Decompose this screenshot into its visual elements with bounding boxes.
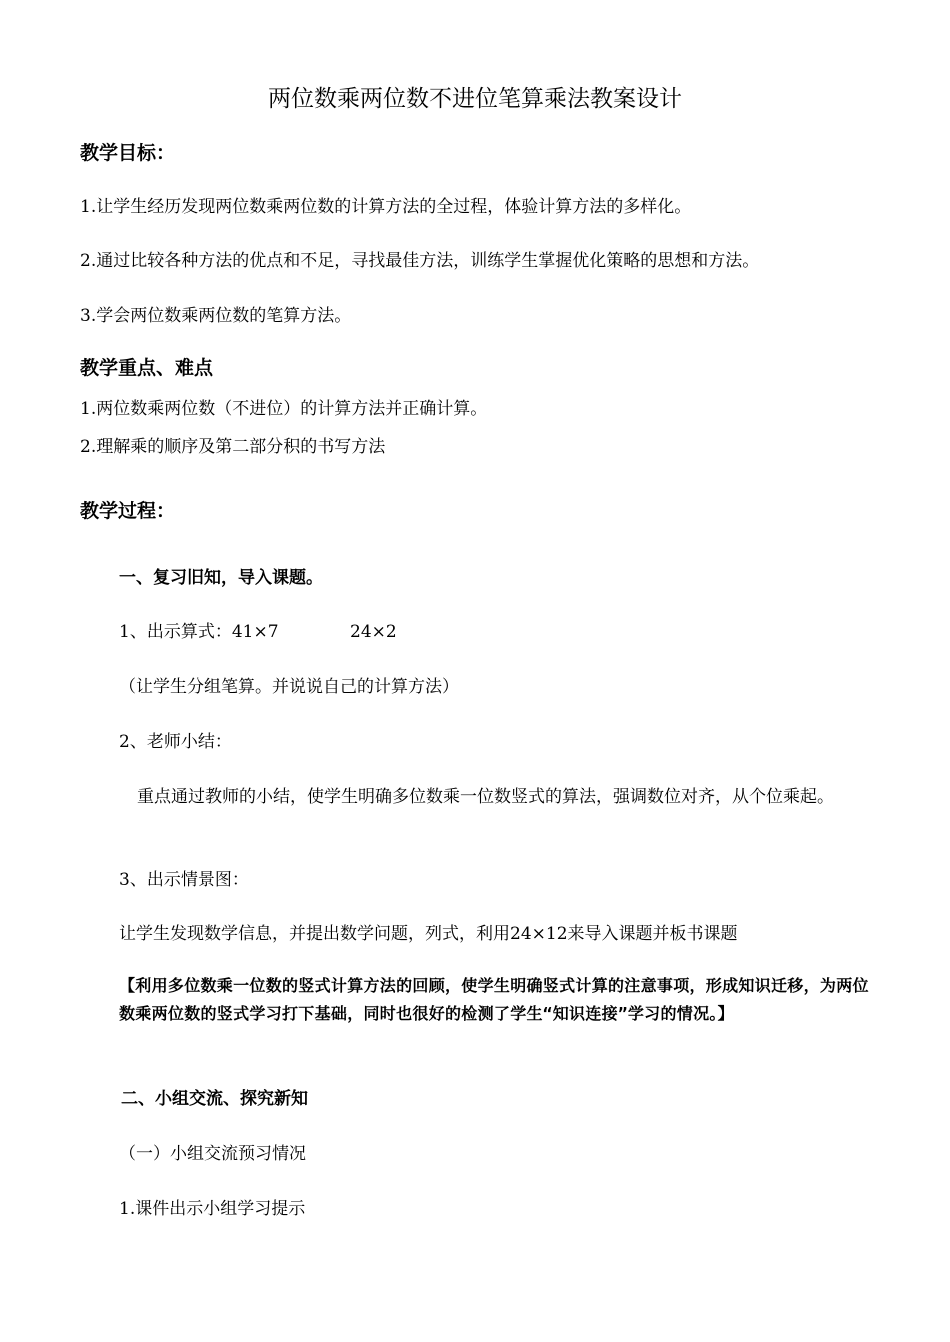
key-point-item: 2.理解乘的顺序及第二部分积的书写方法	[80, 437, 386, 457]
design-remark: 【利用多位数乘一位数的竖式计算方法的回顾，使学生明确竖式计算的注意事项，形成知识迁移，为两位数乘两位数的竖式学习打下基础，同时也很好的检测了学生“知识连接”学习的情况。】	[119, 976, 869, 1023]
part2-sub1: （一）小组交流预习情况	[119, 1144, 306, 1164]
step1-expression: 24×2	[350, 622, 397, 642]
step3-label: 3、出示情景图：	[119, 870, 249, 890]
step2-label: 2、老师小结：	[119, 732, 232, 752]
objective-item: 2.通过比较各种方法的优点和不足，寻找最佳方法，训练学生掌握优化策略的思想和方法。	[80, 251, 760, 271]
step1-note: （让学生分组笔算。并说说自己的计算方法）	[119, 677, 459, 697]
part2-item1: 1.课件出示小组学习提示	[119, 1199, 306, 1219]
part1-heading: 一、复习旧知，导入课题。	[119, 568, 323, 588]
process-heading: 教学过程：	[80, 500, 176, 522]
document-title: 两位数乘两位数不进位笔算乘法教案设计	[268, 86, 682, 112]
step3-text: 让学生发现数学信息，并提出数学问题，列式，利用24×12来导入课题并板书课题	[119, 924, 738, 944]
objective-item: 3.学会两位数乘两位数的笔算方法。	[80, 306, 352, 326]
objective-item: 1.让学生经历发现两位数乘两位数的计算方法的全过程，体验计算方法的多样化。	[80, 197, 692, 217]
key-point-item: 1.两位数乘两位数（不进位）的计算方法并正确计算。	[80, 399, 488, 419]
objectives-heading: 教学目标：	[80, 142, 176, 164]
part2-heading: 二、小组交流、探究新知	[121, 1089, 308, 1109]
key-points-heading: 教学重点、难点	[80, 357, 214, 379]
step2-text: 重点通过教师的小结，使学生明确多位数乘一位数竖式的算法，强调数位对齐，从个位乘起。	[137, 787, 834, 807]
step1-label: 1、出示算式：41×7	[119, 622, 279, 642]
